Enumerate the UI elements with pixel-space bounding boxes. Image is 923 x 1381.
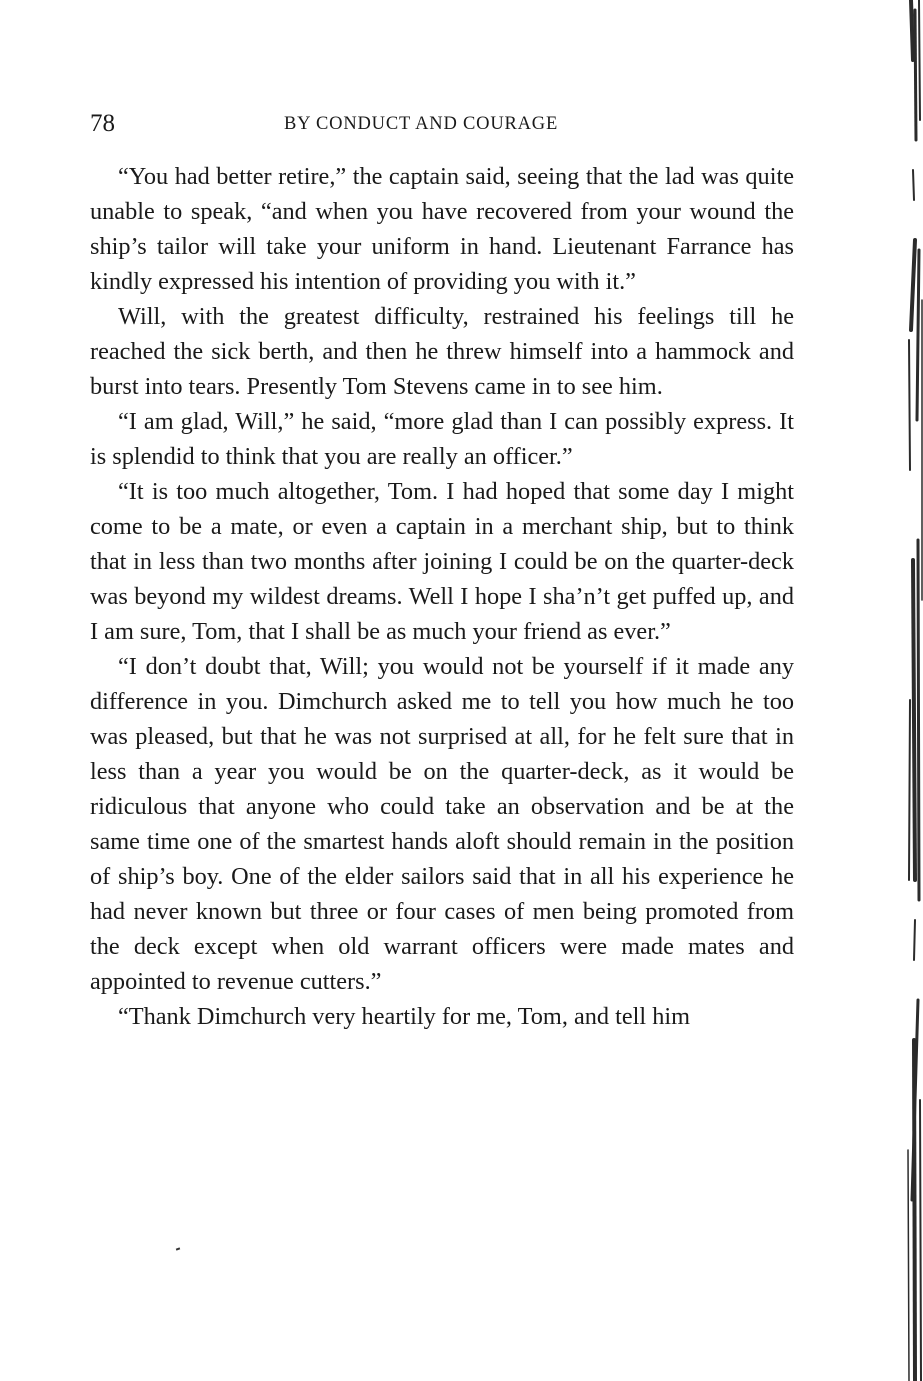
book-binding-edge bbox=[903, 0, 923, 1381]
ink-speck bbox=[176, 1247, 180, 1250]
paragraph: “I am glad, Will,” he said, “more glad than I can possibly express. It is splendid to think that you are really an officer.” bbox=[90, 408, 794, 470]
body-text bbox=[90, 159, 794, 1034]
page-number: 78 bbox=[90, 110, 115, 137]
paragraph: “It is too much altogether, Tom. I had hoped that some day I might come to be a mate, or even a captain in a merchant ship, but to think that in less than two months after joining I could be on the quarter-deck was beyond my wildest dreams. Well I hope I sha’n’t get puffed up, and I am sure, Tom, that I shall be as much your friend as ever.” bbox=[90, 478, 794, 645]
running-title: BY CONDUCT AND COURAGE bbox=[284, 114, 559, 134]
paragraph: Will, with the greatest difficulty, restrained his feelings till he reached the sick berth, and then he threw himself into a hammock and burst into tears. Presently Tom Stevens came in to see him. bbox=[90, 303, 794, 400]
paragraph: “I don’t doubt that, Will; you would not be yourself if it made any difference in you. Dimchurch asked me to tell you how much he too was pleased, but that he was not surprised at all, for he felt sure that in less than a year you would be on the quarter-deck, as it would be ridiculous that anyone who could take an observation and be at the same time one of the smartest hands aloft should remain in the position of ship’s boy. One of the elder sailors said that in all his experience he had never known but three or four cases of men being promoted from the deck except when old warrant officers were made mates and appointed to revenue cutters.” bbox=[90, 653, 794, 995]
paragraph: “Thank Dimchurch very heartily for me, Tom, and tell him bbox=[118, 1003, 691, 1030]
paragraph: “You had better retire,” the captain said, seeing that the lad was quite unable to speak, “and when you have recovered from your wound the ship’s tailor will take your uniform in hand. Lieutenant Farrance has kindly expressed his intention of providing you with it.” bbox=[90, 163, 794, 295]
